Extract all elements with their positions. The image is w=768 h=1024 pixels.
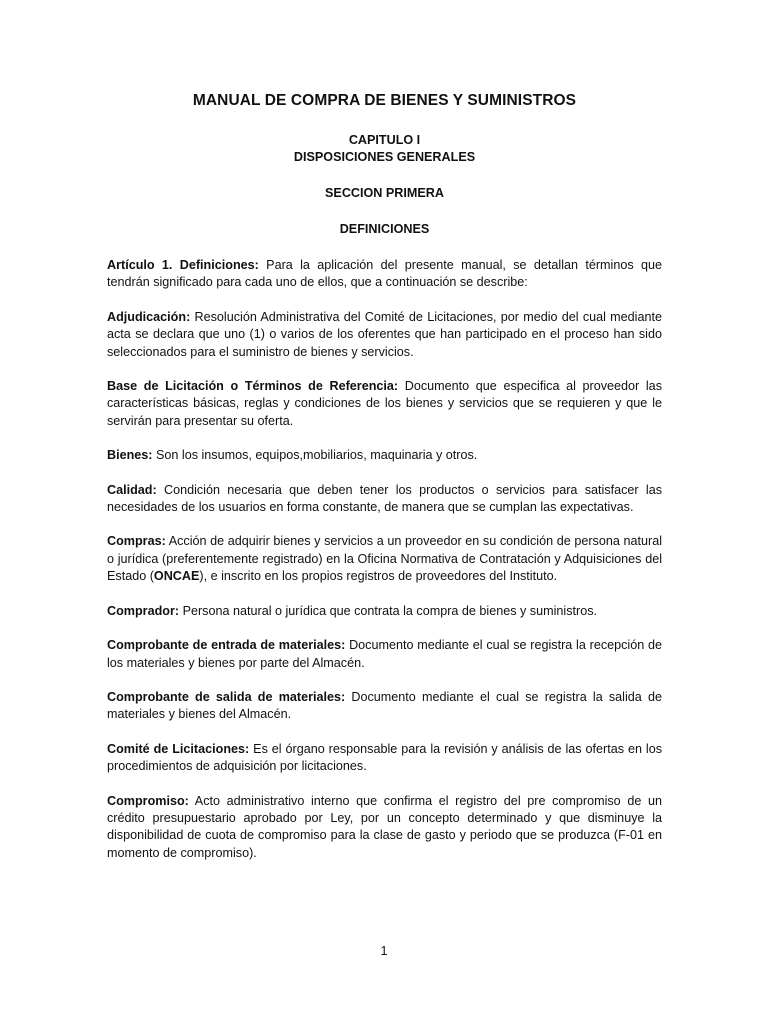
paragraph-text: Acto administrativo interno que confirma el registro del pre compromiso de un crédito presupuestario aprobado por Ley, por un concepto determinado y que disminuye la disponibilidad de cuota de compromiso para la clase de gasto y periodo que se produzca (F-01 en momento de compromiso). — [107, 793, 662, 860]
paragraph-comprador — [107, 603, 662, 620]
paragraph-text: Documento mediante el cual se registra la salida de materiales y bienes del Almacén. — [107, 689, 662, 722]
page-number: 1 — [380, 944, 388, 958]
paragraph-compras — [107, 533, 662, 585]
paragraph-calidad — [107, 482, 662, 517]
document-body — [107, 92, 662, 879]
paragraph-adjudicacion — [107, 309, 662, 361]
paragraph-text: Persona natural o jurídica que contrata la compra de bienes y suministros. — [179, 603, 597, 618]
paragraph-term: Comité de Licitaciones: — [107, 741, 250, 756]
paragraph-text: Resolución Administrativa del Comité de Licitaciones, por medio del cual mediante acta se declara que uno (1) o varios de los oferentes que han participado en el proceso han sido seleccionados para el suministro de bienes y servicios. — [107, 309, 662, 359]
paragraph-text: Para la aplicación del presente manual, se detallan términos que tendrán significado para cada uno de ellos, que a continuación se describe: — [107, 258, 662, 290]
paragraph-base-licitacion — [107, 378, 662, 430]
paragraph-text: Condición necesaria que deben tener los productos o servicios para satisfacer las necesidades de los usuarios en forma constante, de manera que se cumplan las expectativas. — [107, 482, 662, 515]
paragraph-term: Bienes: — [107, 448, 153, 463]
section-heading: SECCION PRIMERA — [325, 186, 444, 200]
paragraph-comprobante-salida — [107, 689, 662, 724]
chapter-heading: CAPITULO I — [348, 133, 421, 147]
paragraph-inline-bold: ONCAE — [153, 569, 200, 584]
paragraph-text-after: ), e inscrito en los propios registros de proveedores del Instituto. — [199, 569, 558, 584]
paragraph-term: Comprador: — [107, 603, 180, 618]
paragraph-term: Compras: — [107, 534, 166, 549]
paragraph-term: Artículo 1. Definiciones: — [107, 258, 259, 272]
paragraph-text: Son los insumos, equipos,mobiliarios, maquinaria y otros. — [152, 448, 478, 463]
paragraph-text: Es el órgano responsable para la revisión y análisis de las ofertas en los procedimientos de adquisición por licitaciones. — [107, 741, 662, 774]
paragraph-comite-licitaciones — [107, 741, 662, 776]
paragraph-term: Calidad: — [107, 482, 157, 497]
paragraph-comprobante-entrada — [107, 637, 662, 672]
paragraph-term: Base de Licitación o Términos de Referencia: — [107, 379, 399, 394]
section-subtitle: DEFINICIONES — [339, 222, 430, 236]
paragraph-term: Comprobante de salida de materiales: — [107, 689, 346, 704]
paragraph-text: Acción de adquirir bienes y servicios a un proveedor en su condición de persona natural o jurídica (preferentemente registrado) en la Oficina Normativa de Contratación y Adquisiciones del Estado ( — [107, 534, 662, 584]
paragraph-compromiso — [107, 793, 662, 863]
chapter-subtitle: DISPOSICIONES GENERALES — [293, 150, 476, 164]
document-title: MANUAL DE COMPRA DE BIENES Y SUMINISTROS — [192, 92, 577, 109]
paragraph-term: Compromiso: — [107, 793, 189, 808]
paragraph-bienes — [107, 447, 662, 464]
paragraph-term: Comprobante de entrada de materiales: — [107, 638, 346, 653]
paragraph-text: Documento que especifica al proveedor las características básicas, reglas y condiciones de los bienes y servicios que se requieren y que le servirán para presentar su oferta. — [107, 379, 662, 428]
paragraph-text: Documento mediante el cual se registra la recepción de los materiales y bienes por parte del Almacén. — [107, 638, 662, 670]
paragraph-term: Adjudicación: — [107, 309, 191, 324]
paragraph-articulo-1 — [107, 257, 662, 292]
